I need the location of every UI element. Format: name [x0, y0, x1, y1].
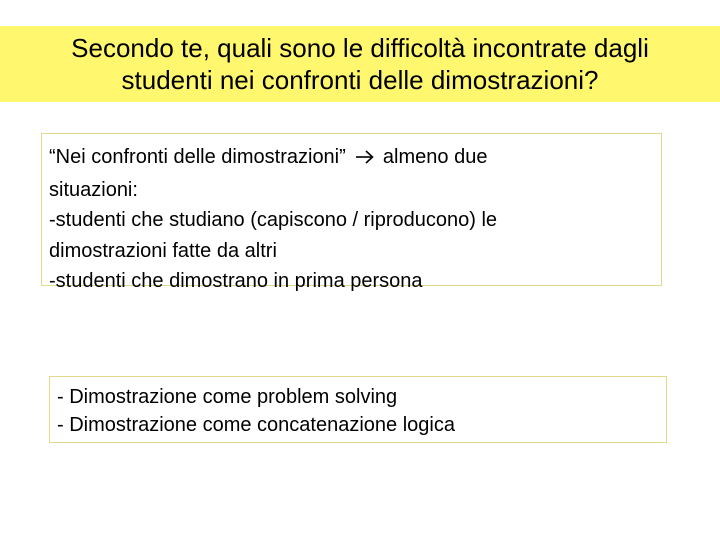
box1-after-arrow: almeno due: [382, 146, 488, 168]
slide-title: [30, 32, 690, 96]
slide-title-line-1: Secondo te, quali sono le difficoltà incontrate dagli: [71, 33, 649, 63]
box1-line-4: dimostrazioni fatte da altri: [49, 239, 277, 262]
box1-line-1: [49, 142, 653, 175]
box2-line-2: - Dimostrazione come concatenazione logica: [57, 414, 455, 436]
box1-line-3: -studenti che studiano (capiscono / riproducono) le: [49, 209, 498, 231]
right-arrow-icon: [355, 144, 375, 175]
slide-title-line-2: studenti nei confronti delle dimostrazioni?: [121, 65, 599, 95]
box1-line-5: -studenti che dimostrano in prima persona: [49, 270, 423, 292]
box1-line-2: situazioni:: [49, 178, 138, 201]
demonstration-types-box: [49, 376, 667, 443]
situations-text-box: [41, 133, 662, 292]
box1-quote: “Nei confronti delle dimostrazioni”: [49, 146, 346, 168]
box2-line-1: - Dimostrazione come problem solving: [57, 386, 398, 408]
title-band: [0, 26, 720, 102]
